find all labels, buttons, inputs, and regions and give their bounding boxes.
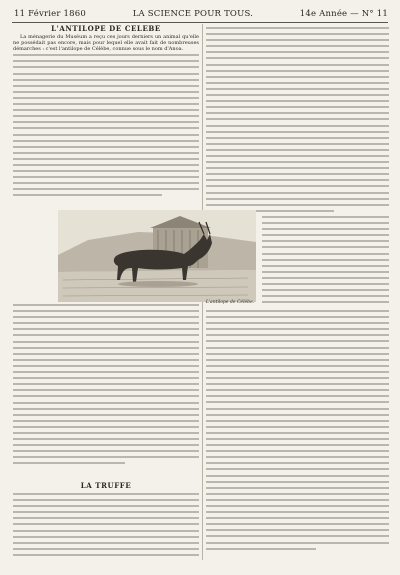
antelope-engraving-icon xyxy=(58,210,256,302)
header-rule xyxy=(12,22,388,23)
body-text-lines-right-narrow xyxy=(262,216,389,307)
article-lead-paragraph: La ménagerie du Muséum a reçu ces jours derniers un animal qu'elle ne possédait pas encore, mais pour lequel elle avait fait de nombreuses démarches : c'est l'antilope de Célèbe, connue sous le nom d'Anoa. xyxy=(13,34,199,53)
article-title-truffe: LA TRUFFE xyxy=(80,481,132,490)
journal-title: LA SCIENCE POUR TOUS. xyxy=(132,9,254,19)
issue-date: 11 Février 1860 xyxy=(14,9,86,19)
antelope-illustration xyxy=(58,210,256,302)
issue-number: 14e Année — N° 11 xyxy=(299,9,388,19)
body-text-lines-right-upper xyxy=(206,27,389,216)
figure-caption: L'antilope de Célèbe. xyxy=(205,300,255,305)
running-head xyxy=(14,8,388,20)
body-text-lines xyxy=(13,54,199,196)
left-column xyxy=(13,34,199,210)
article-title-antilope: L'ANTILOPE DE CELEBE xyxy=(51,24,161,33)
body-text-lines-truffe xyxy=(13,493,199,560)
body-text-lines-right-lower xyxy=(206,310,389,554)
body-text-lines-left-lower xyxy=(13,304,199,469)
